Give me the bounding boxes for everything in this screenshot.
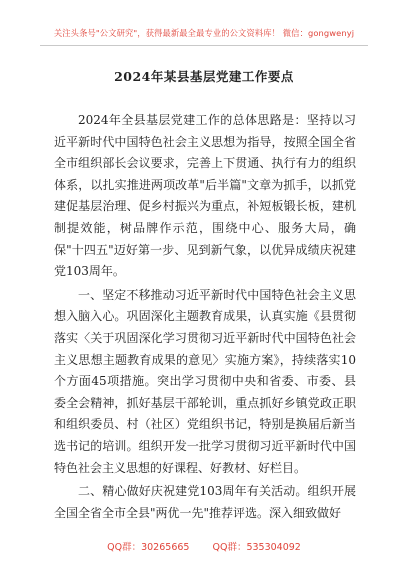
footer-contact [0, 539, 408, 553]
paragraph-intro: 2024年全县基层党建工作的总体思路是：坚持以习近平新时代中国特色社会主义思想为指导，按照全国全省全市组织部长会议要求，完善上下贯通、执行有力的组织体系，以扎实推进两项改革"后半篇"文章为抓手，以抓党建促基层治理、促乡村振兴为重点，补短板锻长板，建机制提效能，树品牌作示范，围绕中心、服务大局，确保"十四五"迈好第一步、见到新气象，以优异成绩庆祝建党103周年。 [54, 113, 356, 279]
footer-qq-group-1: QQ群：30265665 [107, 542, 190, 553]
header-divider [40, 45, 368, 46]
document-title: 2024年某县基层党建工作要点 [114, 69, 294, 84]
footer-qq-group-2: QQ群：535304092 [212, 542, 301, 553]
document-body [54, 110, 356, 524]
paragraph-section-1: 一、坚定不移推动习近平新时代中国特色社会主义思想入脑入心。巩固深化主题教育成果，认真实施《县贯彻落实〈关于巩固深化学习贯彻习近平新时代中国特色社会主义思想主题教育成果的意见〉实施方案》，持续落实10个方面45项措施。突出学习贯彻中央和省委、市委、县委全会精神，抓好基层干部轮训，重点抓好乡镇党政正职和组织委员、村（社区）党组织书记，特别是换届后新当选书记的培训。组织开发一批学习贯彻习近平新时代中国特色社会主义思想的好课程、好教材、好栏目。 [54, 287, 356, 475]
header-promo-note: 关注头条号"公文研究"，获得最新最全最专业的公文资料库！ 微信：gongwenyj [53, 28, 355, 38]
paragraph-section-2: 二、精心做好庆祝建党103周年有关活动。组织开展全国全省全市全县"两优一先"推荐评选。深入细致做好 [54, 484, 356, 520]
